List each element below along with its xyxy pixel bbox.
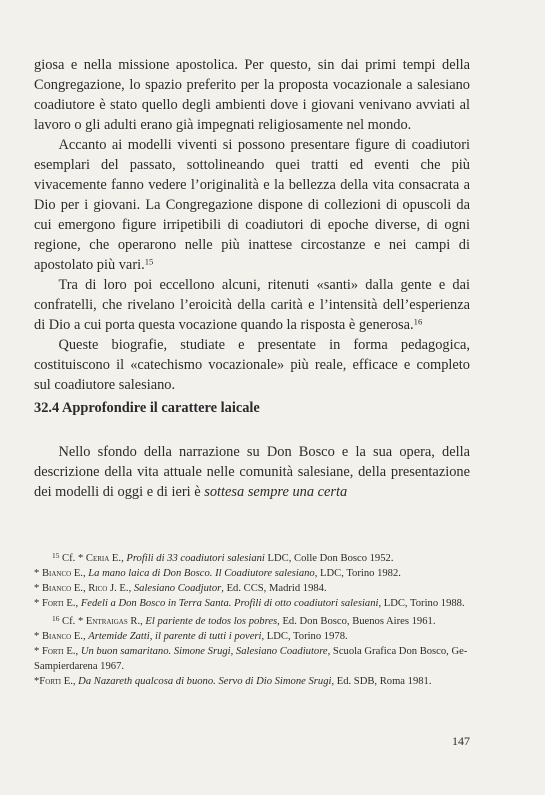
body-text-upper: [34, 55, 470, 395]
footnote-16-item: * Forti E., Un buon samaritano. Simone Srugi, Salesiano Coadiutore, Scuola Grafica Don Bosco, Ge-Sampierdarena 1967.: [34, 645, 468, 672]
footnote-prefix: Cf. *: [59, 552, 86, 564]
footnote-16: $^{16}$ Cf. * Entraigas R., El pariente de todos los pobres, Ed. Don Bosco, Buenos Aires 1961.: [52, 613, 436, 627]
body-text-lower: [34, 442, 470, 502]
footnote-title: Un buon samaritano. Simone Srugi, Salesiano Coadiutore: [80, 645, 328, 657]
footnote-publisher: , LDC, Torino 1978.: [261, 630, 348, 642]
footnote-author: Entraigas R.: [85, 615, 141, 627]
footnote-title: Profili di 33 coadiutori salesiani: [126, 552, 265, 564]
footnote-title: Fedeli a Don Bosco in Terra Santa. Profili di otto coadiutori salesiani: [80, 597, 379, 609]
paragraph-text: Tra di loro poi eccellono alcuni, ritenuti «santi» dalla gente e dai confratelli, che rivelano l’eroicità della carità e l’intensità dell’esperienza di Dio a cui porta questa vocazione quando la risposta è generosa.: [34, 277, 470, 333]
footnote-15: $^{15}$ Cf. * Ceria E., Profili di 33 coadiutori salesiani LDC, Colle Don Bosco 1952.: [52, 551, 394, 564]
paragraph-saints: [34, 275, 470, 335]
footnote-ref-15: 15: [144, 256, 154, 267]
footnote-publisher: , LDC, Torino 1982.: [314, 567, 401, 579]
footnote-author: * Bianco E., Rico J. E.: [34, 582, 129, 594]
footnote-title: La mano laica di Don Bosco. Il Coadiutore salesiano: [88, 567, 315, 579]
footnote-ref-16: 16: [413, 316, 423, 327]
paragraph-text: giosa e nella missione apostolica. Per questo, sin dai primi tempi della Congregazione, lo spazio preferito per la proposta vocazionale a salesiano coadiutore è stato quello degli ambienti dove i giovani venivano avviati al lavoro o gli adulti erano già impegnati religiosamente nel mondo.: [34, 57, 470, 133]
footnote-15-item: * Forti E., Fedeli a Don Bosco in Terra Santa. Profili di otto coadiutori salesiani, LDC, Torino 1988.: [34, 597, 465, 609]
footnote-number: 15: [52, 551, 60, 560]
footnote-16-item: *Forti E., Da Nazareth qualcosa di buono. Servo di Dio Simone Srugi, Ed. SDB, Roma 1981.: [34, 675, 432, 687]
footnote-author: *Forti E.: [34, 675, 73, 687]
footnote-publisher: , Ed. CCS, Madrid 1984.: [221, 582, 327, 594]
page-number: 147: [452, 734, 470, 748]
footnotes: [34, 548, 470, 689]
paragraph-italic-text: sottesa sempre una certa: [204, 484, 348, 500]
section-heading: 32.4 Approfondire il carattere laicale: [34, 400, 260, 416]
footnote-publisher: , Ed. Don Bosco, Buenos Aires 1961.: [277, 615, 436, 627]
footnote-title: El pariente de todos los pobres: [145, 615, 278, 627]
footnote-15-item: * Bianco E., La mano laica di Don Bosco. Il Coadiutore salesiano, LDC, Torino 1982.: [34, 567, 401, 579]
footnote-15-item: * Bianco E., Rico J. E., Salesiano Coadjutor, Ed. CCS, Madrid 1984.: [34, 582, 327, 594]
paragraph-text: Queste biografie, studiate e presentate in forma pedagogica, costituiscono il «catechismo vocazionale» più reale, efficace e completo sul coadiutore salesiano.: [34, 337, 470, 393]
paragraph-text: Accanto ai modelli viventi si possono presentare figure di coadiutori esemplari del passato, sottolineando quei tratti ed eventi che più vivacemente fanno vedere l’originalità e la bellezza della vita consacrata a Dio per i giovani. La Congregazione dispone di collezioni di opuscoli da cui emergono figure irripetibili di coadiutori di epoche diverse, di ogni regione, che operarono nelle più inattese circostanze e nei campi di apostolato più vari.: [34, 137, 470, 273]
footnote-publisher: , Ed. SDB, Roma 1981.: [331, 675, 432, 687]
footnote-author: * Bianco E.: [34, 567, 83, 579]
footnote-title: Da Nazareth qualcosa di buono. Servo di Dio Simone Srugi: [78, 675, 332, 687]
footnote-author: * Bianco E.: [34, 630, 83, 642]
paragraph-biographies: [34, 335, 470, 395]
footnote-16-item: * Bianco E., Artemide Zatti, il parente di tutti i poveri, LDC, Torino 1978.: [34, 630, 348, 642]
footnote-title: Salesiano Coadjutor: [133, 582, 222, 594]
footnote-number: 16: [52, 613, 60, 623]
paragraph-continuation: [34, 55, 470, 135]
paragraph-background: [34, 442, 470, 502]
footnote-author: * Forti E.: [34, 597, 76, 609]
footnote-publisher: , Scuola Grafica Don Bosco, Ge-Sampierdarena 1967.: [34, 645, 468, 672]
paragraph-text: Nello sfondo della narrazione su Don Bosco e la sua opera, della descrizione della vita attuale nelle comunità salesiane, della presentazione dei modelli di oggi e di ieri è: [34, 444, 470, 500]
footnote-author: * Forti E.: [34, 645, 76, 657]
footnote-prefix: Cf. *: [59, 615, 86, 627]
footnote-publisher: LDC, Colle Don Bosco 1952.: [264, 552, 394, 564]
footnote-publisher: , LDC, Torino 1988.: [378, 597, 465, 609]
footnote-title: Artemide Zatti, il parente di tutti i poveri: [88, 630, 262, 642]
footnote-author: Ceria E.: [85, 552, 122, 564]
paragraph-models: [34, 135, 470, 275]
